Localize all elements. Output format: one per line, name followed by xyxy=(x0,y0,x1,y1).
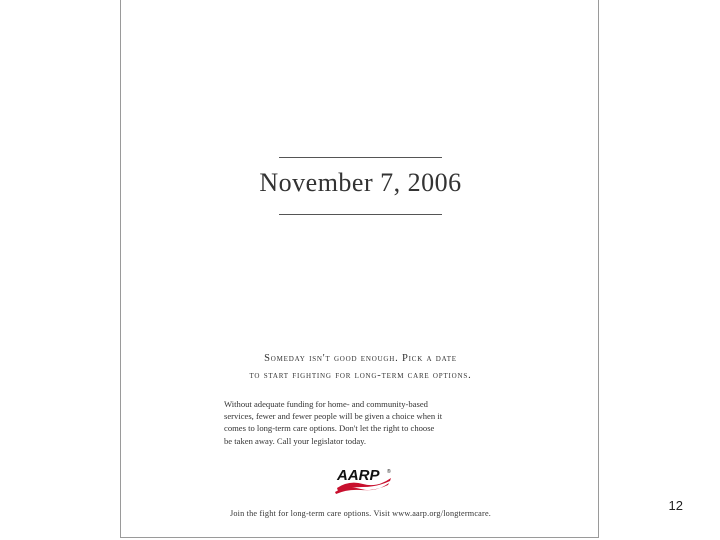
headline-line: to start fighting for long-term care options. xyxy=(249,370,472,381)
body-line: be taken away. Call your legislator today. xyxy=(224,435,367,446)
ad-page xyxy=(120,0,599,538)
ad-body-copy xyxy=(224,398,504,447)
top-rule xyxy=(279,157,442,158)
body-line: Without adequate funding for home- and community-based xyxy=(224,399,428,409)
ad-date: November 7, 2006 xyxy=(259,168,462,197)
ad-headline xyxy=(121,350,600,384)
body-line: services, fewer and fewer people will be given a choice when it xyxy=(224,411,443,422)
ad-footer: Join the fight for long-term care options. Visit www.aarp.org/longtermcare. xyxy=(229,509,492,518)
logo-text: AARP xyxy=(337,467,380,484)
bottom-rule xyxy=(279,214,442,215)
body-line: comes to long-term care options. Don't let the right to choose xyxy=(224,423,435,434)
page-number: 12 xyxy=(668,498,683,513)
aarp-logo xyxy=(333,466,395,494)
logo-trademark: ® xyxy=(387,469,391,475)
headline-line: Someday isn't good enough. Pick a date xyxy=(264,353,457,364)
